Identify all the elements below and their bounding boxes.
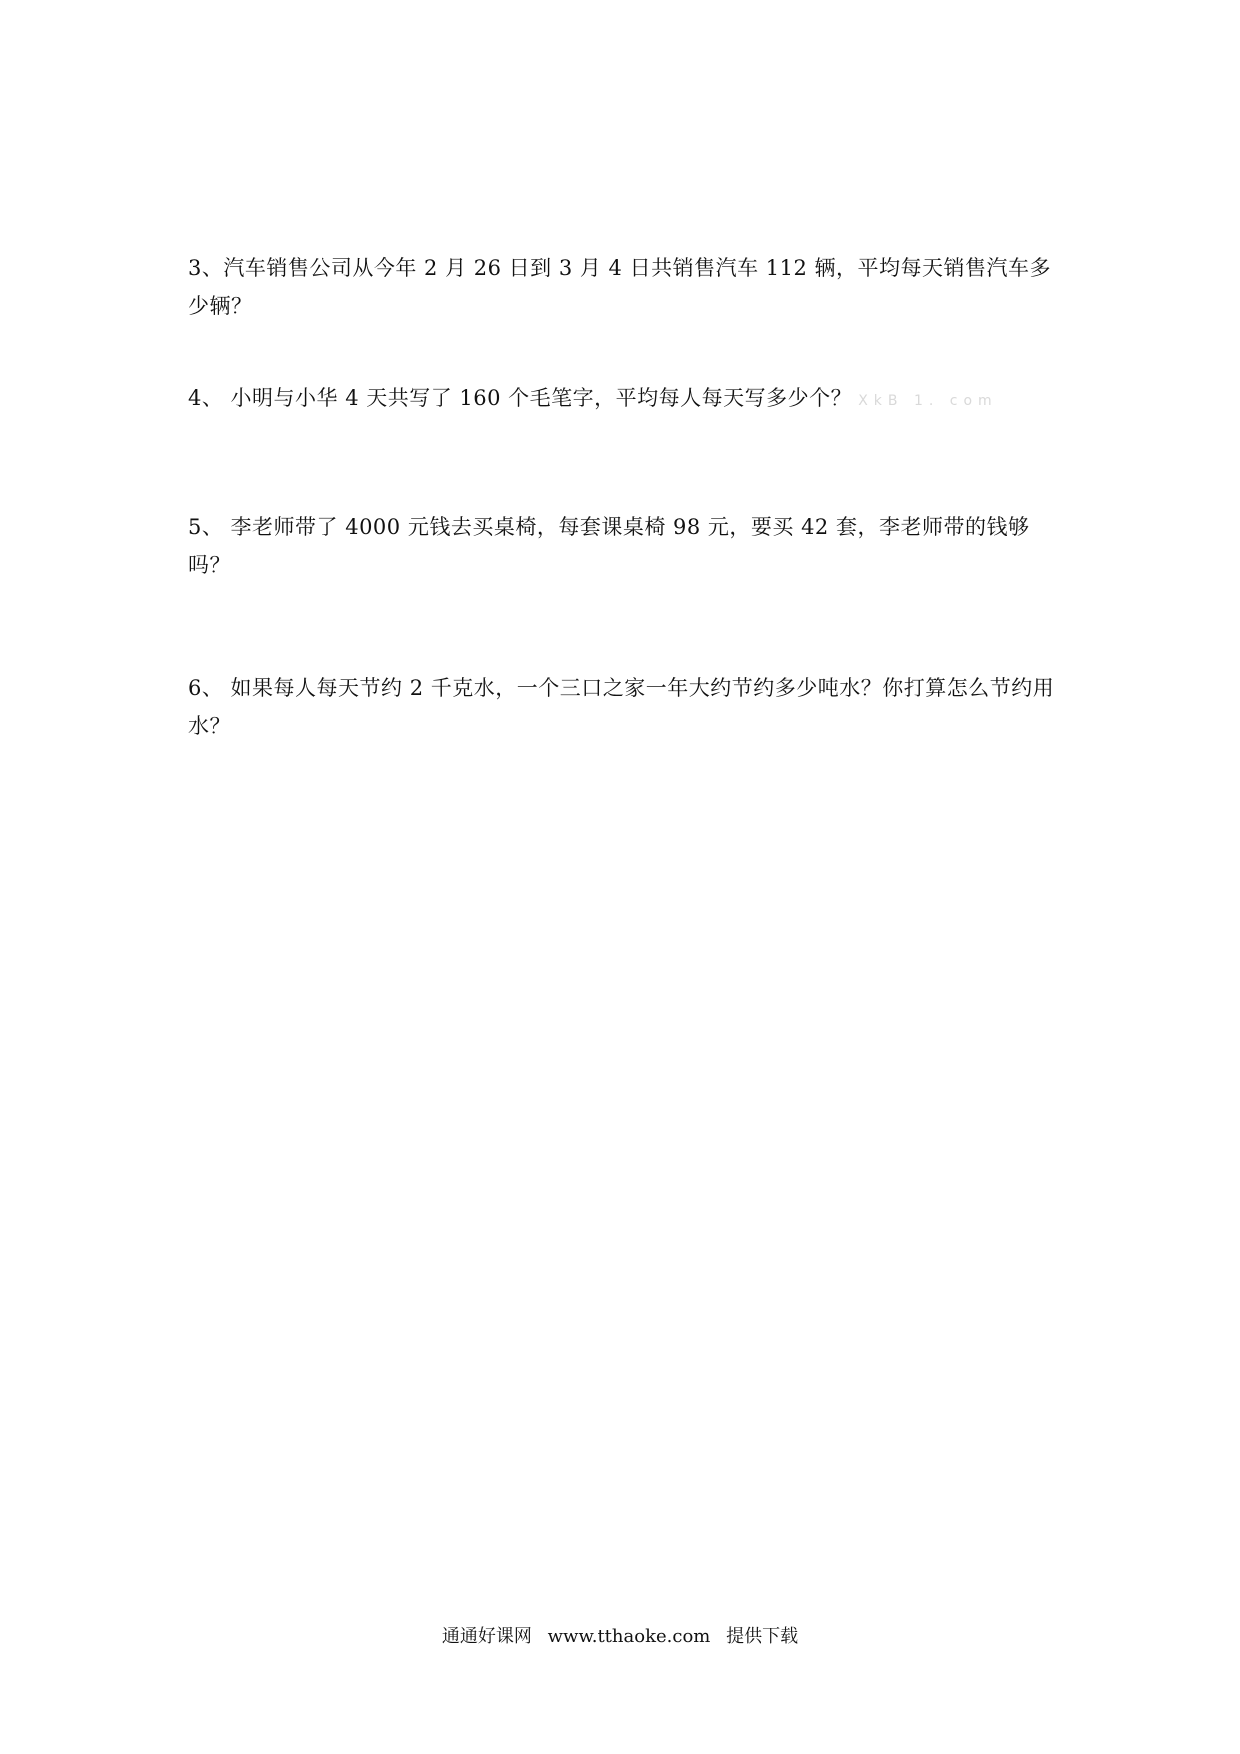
question-5 <box>188 508 1068 584</box>
question-5-text: 5、 李老师带了 4000 元钱去买桌椅，每套课桌椅 98 元，要买 42 套，李老师带的钱够吗？ <box>188 515 1030 577</box>
footer-suffix: 提供下载 <box>726 1626 799 1647</box>
footer-site-name: 通通好课网 <box>441 1626 532 1647</box>
question-6-text: 6、 如果每人每天节约 2 千克水，一个三口之家一年大约节约多少吨水？你打算怎么节约用水？ <box>188 676 1055 738</box>
watermark-text: XkB 1. com <box>858 393 998 409</box>
question-3-text: 3、汽车销售公司从今年 2 月 26 日到 3 月 4 日共销售汽车 112 辆，平均每天销售汽车多少辆？ <box>188 256 1051 318</box>
page-footer <box>0 1624 1240 1650</box>
question-4 <box>188 379 1068 420</box>
footer-url: www.tthaoke.com <box>547 1626 711 1647</box>
question-4-text: 4、 小明与小华 4 天共写了 160 个毛笔字，平均每人每天写多少个？ <box>188 386 853 410</box>
question-3 <box>188 249 1068 325</box>
question-6 <box>188 669 1068 745</box>
